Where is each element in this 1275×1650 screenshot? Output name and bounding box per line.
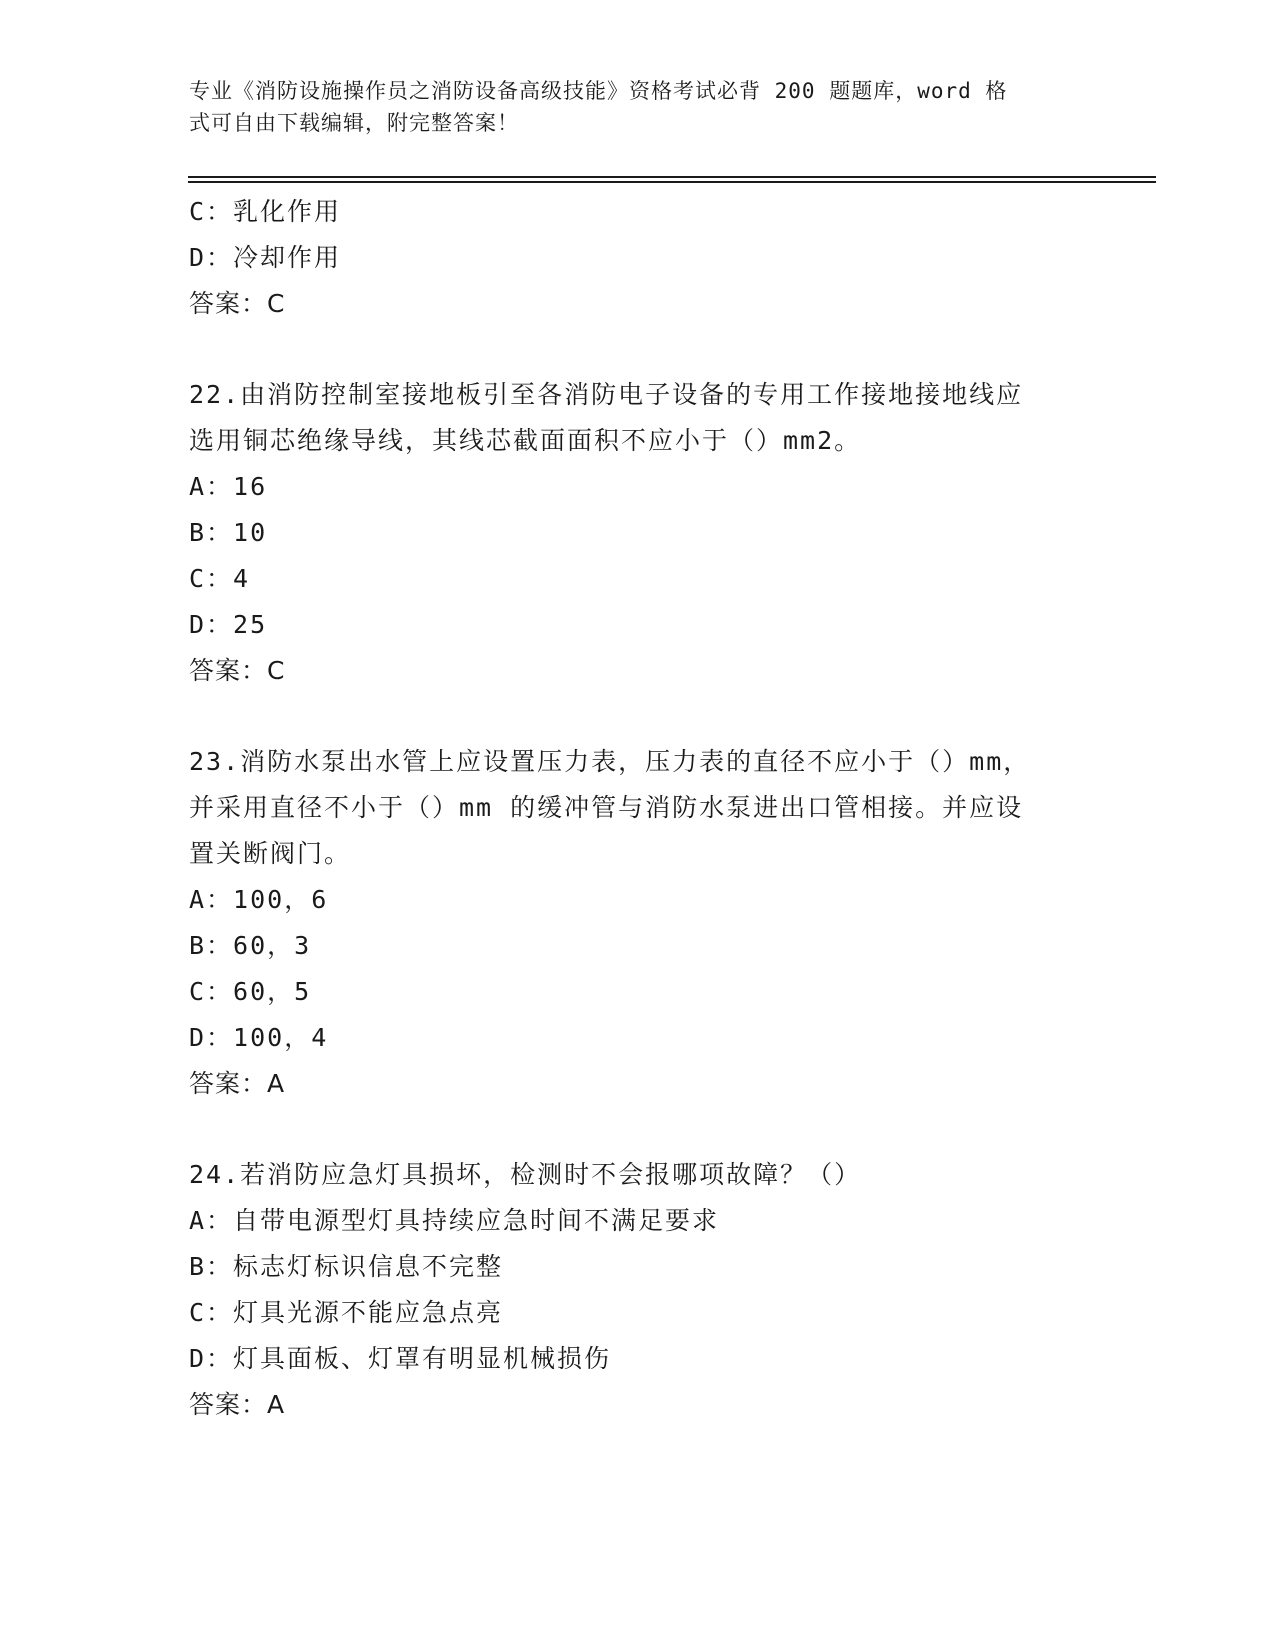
question-stem: 22.由消防控制室接地板引至各消防电子设备的专用工作接地接地线应 xyxy=(189,380,1024,409)
option-d: D：25 xyxy=(189,610,268,639)
option-b: B：60，3 xyxy=(189,931,312,960)
question-block-24 xyxy=(189,1152,1089,1428)
option-d: D：冷却作用 xyxy=(189,243,342,272)
question-stem: 选用铜芯绝缘导线，其线芯截面面积不应小于（）mm2。 xyxy=(189,426,862,455)
spacer xyxy=(189,327,1089,372)
option-c: C：灯具光源不能应急点亮 xyxy=(189,1298,504,1327)
question-block-22 xyxy=(189,372,1089,694)
option-a: A：16 xyxy=(189,472,268,501)
option-b: B：10 xyxy=(189,518,268,547)
question-stem: 24.若消防应急灯具损坏，检测时不会报哪项故障？（） xyxy=(189,1160,862,1189)
question-stem: 置关断阀门。 xyxy=(189,839,352,868)
option-d: D：100，4 xyxy=(189,1023,329,1052)
question-stem: 并采用直径不小于（）mm 的缓冲管与消防水泵进出口管相接。并应设 xyxy=(189,793,1024,822)
option-c: C：4 xyxy=(189,564,251,593)
option-b: B：标志灯标识信息不完整 xyxy=(189,1252,504,1281)
spacer xyxy=(189,1107,1089,1152)
question-block-partial xyxy=(189,189,1089,327)
option-d: D：灯具面板、灯罩有明显机械损伤 xyxy=(189,1344,612,1373)
answer-line: 答案：C xyxy=(189,289,286,318)
option-c: C：60，5 xyxy=(189,977,312,1006)
document-header xyxy=(189,75,1069,139)
header-divider-bottom xyxy=(188,181,1156,183)
answer-line: 答案：C xyxy=(189,656,286,685)
header-line-1: 专业《消防设施操作员之消防设备高级技能》资格考试必背 200 题题库，word 格 xyxy=(189,79,1008,103)
header-divider-top xyxy=(188,176,1156,178)
option-a: A：100，6 xyxy=(189,885,329,914)
question-block-23 xyxy=(189,739,1089,1107)
answer-line: 答案：A xyxy=(189,1069,286,1098)
question-stem: 23.消防水泵出水管上应设置压力表，压力表的直径不应小于（）mm， xyxy=(189,747,1031,776)
option-a: A：自带电源型灯具持续应急时间不满足要求 xyxy=(189,1206,720,1235)
option-c: C：乳化作用 xyxy=(189,197,342,226)
question-list xyxy=(189,189,1089,1428)
spacer xyxy=(189,694,1089,739)
answer-line: 答案：A xyxy=(189,1390,286,1419)
header-line-2: 式可自由下载编辑，附完整答案！ xyxy=(189,111,519,135)
